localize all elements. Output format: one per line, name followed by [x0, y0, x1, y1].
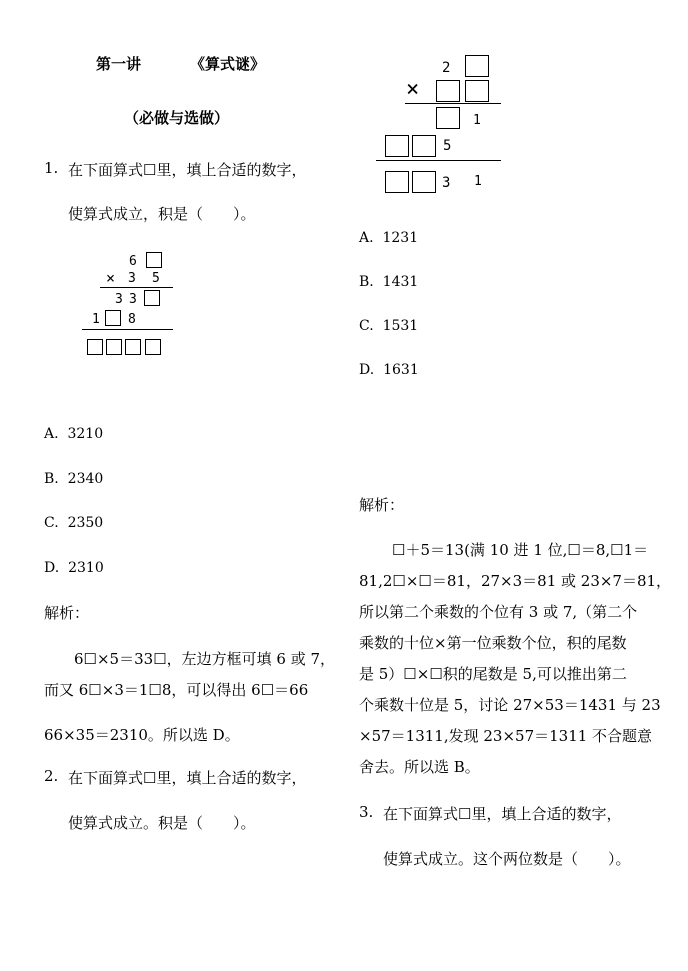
- q2-puzzle-blank-box: [465, 55, 489, 77]
- q2-puzzle-blank-box: [412, 171, 436, 193]
- q2-puzzle-blank-box: [412, 135, 436, 157]
- q1-puzzle-row1-digit: 6: [129, 254, 137, 269]
- subtitle: （必做与选做）: [124, 109, 230, 127]
- q1-text-line1: 在下面算式☐里，填上合适的数字，: [68, 161, 307, 179]
- q1-analysis-line: 而又 6☐×3＝1☐8，可以得出 6☐＝66: [44, 681, 309, 699]
- q1-puzzle-row2-digit: 3: [128, 271, 136, 286]
- q2-puzzle-row1-digit: 2: [442, 60, 451, 76]
- q1-puzzle-blank-box: [125, 339, 141, 355]
- q1-text-line2: 使算式成立，积是（ ）。: [68, 205, 256, 223]
- q1-analysis-line: 6☐×5＝33☐，左边方框可填 6 或 7，: [74, 650, 336, 668]
- q1-puzzle-row4-digit: 1: [92, 312, 100, 327]
- option-letter: D.: [44, 560, 60, 576]
- q2-analysis-line: 舍去。所以选 B。: [359, 758, 480, 776]
- q1-option-c: [44, 515, 103, 531]
- q2-text-line1: 在下面算式☐里，填上合适的数字，: [68, 769, 307, 787]
- q1-puzzle-blank-box: [146, 252, 162, 268]
- option-letter: B.: [359, 274, 374, 290]
- q1-multiply-sign: ×: [106, 269, 116, 287]
- q1-puzzle-blank-box: [144, 290, 160, 306]
- q2-option-d: [359, 362, 419, 378]
- q2-puzzle-blank-box: [465, 80, 489, 102]
- q2-analysis-line: 个乘数十位是 5，讨论 27×53＝1431 与 23: [359, 696, 661, 714]
- q1-puzzle-row2-digit: 5: [152, 271, 160, 286]
- q2-puzzle-row5-digit: 1: [474, 174, 482, 189]
- q2-puzzle-row4-digit: 5: [443, 138, 452, 154]
- option-value: 2310: [68, 560, 104, 576]
- option-letter: C.: [359, 318, 374, 334]
- option-value: 1431: [382, 274, 419, 290]
- topic-title: 《算式谜》: [190, 55, 266, 73]
- q2-analysis-line: ☐＋5＝13(满 10 进 1 位,☐＝8,☐1＝: [392, 541, 649, 559]
- q2-puzzle-row5-digit: 3: [442, 175, 451, 191]
- q2-analysis-line: ×57＝1311,发现 23×57＝1311 不合题意: [359, 727, 653, 745]
- q2-puzzle-blank-box: [436, 107, 460, 129]
- q2-puzzle-blank-box: [436, 80, 460, 102]
- q1-analysis-line: 66×35＝2310。所以选 D。: [44, 726, 240, 744]
- q3-text-line2: 使算式成立。这个两位数是（ ）。: [383, 850, 631, 868]
- q2-analysis-line: 乘数的十位×第一位乘数个位，积的尾数: [359, 634, 627, 652]
- q2-puzzle-blank-box: [385, 171, 409, 193]
- option-value: 1231: [382, 230, 419, 246]
- q2-puzzle-rule: [405, 103, 501, 104]
- option-letter: B.: [44, 471, 59, 487]
- q2-puzzle-row3-digit: 1: [473, 113, 481, 128]
- option-letter: C.: [44, 515, 59, 531]
- q1-option-d: [44, 560, 104, 576]
- q2-option-b: [359, 274, 418, 290]
- q1-puzzle-blank-box: [106, 339, 122, 355]
- q3-number: 3.: [359, 803, 374, 821]
- q1-option-b: [44, 471, 103, 487]
- option-value: 2340: [67, 471, 104, 487]
- option-value: 3210: [67, 426, 104, 442]
- q1-puzzle-rule: [100, 287, 173, 288]
- lecture-title: 第一讲: [96, 55, 142, 73]
- option-letter: A.: [359, 230, 374, 246]
- option-letter: D.: [359, 362, 375, 378]
- q1-puzzle-blank-box: [87, 339, 103, 355]
- q1-option-a: [44, 426, 103, 442]
- q2-option-a: [359, 230, 418, 246]
- q2-puzzle-rule: [376, 160, 501, 161]
- q1-puzzle-blank-box: [105, 310, 121, 326]
- q1-analysis-label: 解析：: [44, 604, 90, 622]
- q1-puzzle-row3-digit: 3: [115, 292, 123, 307]
- q2-puzzle-blank-box: [385, 135, 409, 157]
- q2-analysis-line: 81,2☐×☐＝81，27×3＝81 或 23×7＝81，: [359, 572, 672, 590]
- q1-puzzle-blank-box: [145, 339, 161, 355]
- option-letter: A.: [44, 426, 59, 442]
- q2-analysis-label: 解析：: [359, 496, 405, 514]
- q2-option-c: [359, 318, 418, 334]
- q2-analysis-line: 是 5）☐×☐积的尾数是 5,可以推出第二: [359, 665, 627, 683]
- option-value: 2350: [67, 515, 104, 531]
- q2-text-line2: 使算式成立。积是（ ）。: [68, 814, 256, 832]
- q1-number: 1.: [44, 159, 59, 177]
- option-value: 1631: [383, 362, 419, 378]
- q1-puzzle-row4-digit: 8: [128, 312, 136, 327]
- q2-number: 2.: [44, 767, 59, 785]
- q1-puzzle-row3-digit: 3: [129, 292, 137, 307]
- q3-text-line1: 在下面算式☐里，填上合适的数字，: [383, 805, 622, 823]
- q2-analysis-line: 所以第二个乘数的个位有 3 或 7,（第二个: [359, 603, 638, 621]
- option-value: 1531: [382, 318, 419, 334]
- q2-multiply-sign: ×: [406, 77, 420, 102]
- q1-puzzle-rule: [82, 329, 173, 330]
